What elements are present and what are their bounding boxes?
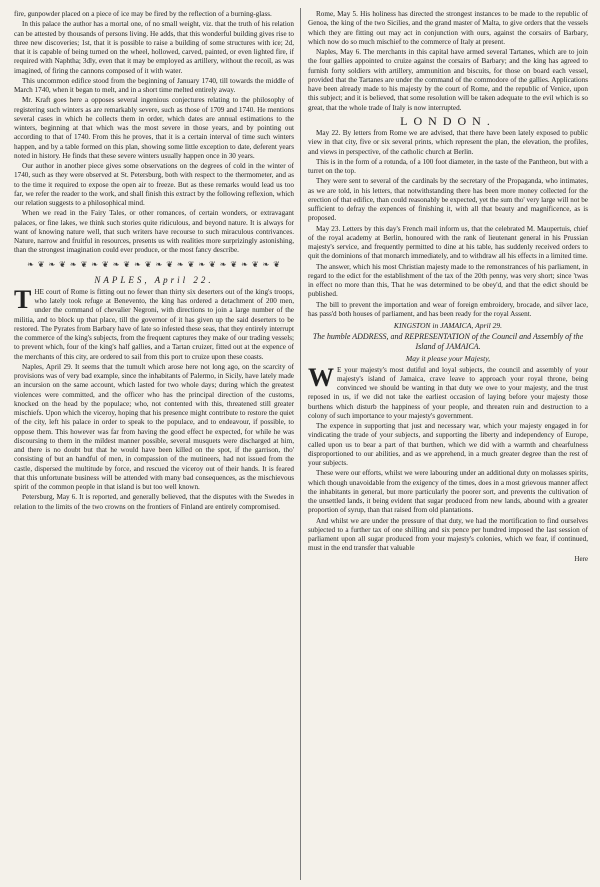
article-paragraph: fire, gunpowder placed on a piece of ice may be fired by the reflection of a burning-glass. [14,10,272,18]
column-divider [300,8,301,880]
article-paragraph: This is in the form of a rotunda, of a 100 foot diameter, in the taste of the Pantheon, but with a turret on the top. [308,157,588,175]
salutation: May it please your Majesty, [405,354,491,364]
article-paragraph: When we read in the Fairy Tales, or other romances, of certain wonders, or extravagant palaces, or fine lakes, we think such stories quite ridiculous, and beyond nature. It is always for want of knowing nature well, that such writers have recourse to such miraculous contrivances. Nature, narrow and fruitful in resources, presents us with realities more surprizingly astonishing, than the strongest imagination could ever produce, or the most fancy describe. [14,209,294,255]
article-paragraph: And whilst we are under the pressure of that duty, we had the mortification to find ourselves subjected to a further tax of one shilling and six pence per hundred imposed the last session of parliament upon all sugar produced from your majesty's colonies, which we fear, if continued, must in the end transfer that valuable [308,516,588,553]
ornamental-divider: ❧ ❦ ❧ ❦ ❧ ❦ ❧ ❦ ❧ ❦ ❧ ❦ ❧ ❦ ❧ ❦ ❧ ❦ ❧ ❦ ❧ ❦ ❧ ❦ [27,259,281,269]
article-paragraph: These were our efforts, whilst we were labouring under an additional duty on molasses spirits, which though unavoidable from the exigency of the times, does in a most grievous manner affect the inhabitants in general, but more particularly the poorer sort, and prevents the cultivation of the unsettled lands, it being evident that sugar produced from new lands, abound with a greater proportion of syrup, than that raised from old plantations. [308,469,588,515]
article-paragraph: Petersburg, May 6. It is reported, and generally believed, that the disputes with the Swedes in relation to the limits of the two crowns on the frontiers of Finland are entirely compromised. [14,493,294,511]
article-paragraph: The expence in supporting that just and necessary war, which your majesty engaged in for vindicating the trade of your subjects, and supporting the liberty and independency of Europe, called upon us to bear a part of that burthen, which we did with a warmth and chearfulness disproportioned to our abilities, and as we apprehend, in a much greater degree than the rest of your subjects. [308,422,588,467]
article-paragraph: They were sent to several of the cardinals by the secretary of the Propaganda, who intimates, as we are told, in his letters, that notwithstanding there has been more money collected for the erection of that edifice, than could reasonably be expected, yet the sum tho' very large will not be sufficient to defray the expences of finishing it, with all that beauty and magnificence, as is proposed. [308,177,588,223]
article-paragraph: Naples, May 6. The merchants in this capital have armed several Tartanes, which are to join the four gallies appointed to cruize against the corsairs of Barbary; and the king has agreed to furnish forty soldiers with artillery, ammunition and biscuits, for those on board each vessel, provided that the Tartanes are under the command of the commodore of the gallies. Applications have been already made to his majesty by the court of Rome, and the republic of Venice, upon this subject; and it is believed, that some resolution will be taken adequate to the evil which is so great, that the whole trade of Italy is now interrupted. [308,48,588,112]
article-paragraph: Rome, May 5. His holiness has directed the strongest instances to be made to the republic of Genoa, the king of the two Sicilies, and the grand master of Malta, to give orders that the vessels which they are fitting out may act in conjunction with ours, against the corsairs of Barbary, which now do so much mischief to the commerce of Italy at present. [308,10,588,46]
article-paragraph: The bill to prevent the importation and wear of foreign embroidery, brocade, and silver lace, has pass'd both houses of parliament, and has been ready for the royal Assent. [308,300,588,318]
article-paragraph: Our author in another piece gives some observations on the degrees of cold in the winter of 1740, such as they were observed at St. Petersburg, both with respect to the thermometer, and as to the time it required to expose the open air to freeze. But as these remarks would lead us too far, we refer the reader to the work, and shall finish this extract by the following reflexion, which our relation suggests to a philosophical mind. [14,162,294,207]
drop-cap: T [14,284,32,314]
kingston-dateline: KINGSTON in JAMAICA, April 29. [393,321,503,330]
left-column [14,10,294,879]
article-paragraph: This uncommon edifice stood from the beginning of January 1740, till towards the middle of March 1740, when it began to melt, and in a short time melted entirely away. [14,76,294,94]
article-paragraph: May 22. By letters from Rome we are advised, that there have been lately exposed to public view in that city, five or six several prints, which represent the plan, the elevation, the profiles, and views in perspective, of the catholic church at Berlin. [308,129,588,156]
article-paragraph: The answer, which his most Christian majesty made to the remonstrances of his parliament, in regard to the edict for the establishment of the tax of the 20th penny, was very short; since 'twas in effect no more than this, That he was determined to be obey'd, and that the edict should be published. [308,262,588,299]
article-paragraph: May 23. Letters by this day's French mail inform us, that the celebrated M. Maupertuis, chief of the royal academy at Berlin, honoured with the rank of lieutenant general in his Prussian majesty's service, and frequently permitted to dine at his table, has suddenly received orders to quit the dominions of that monarch immediately, and to withdraw all his effects in a limited time. [308,224,588,261]
article-paragraph: THE court of Rome is fitting out no fewer than thirty six deserters out of the king's troops, who lately took refuge at Benevento, the king has ordered a detachment of 200 men, under the command of chevalier Negroni, with directions to join a large number of the militia, and to block up that place, till the governor of it has given up the said deserters to be restored. The Pyrates from Barbary have of late so infested these seas, that they entirely interrupt the commerce of the king's subjects, from the frequent captures they make of our trading vessels; to prevent which, four of the king's half gallies, and a Tartan cruizer, fitted out at the expence of the merchants of this city, are ordered to sail from this port to cruize upon these coasts. [14,284,294,361]
drop-cap: W [308,362,334,392]
catchword: Here [574,554,588,563]
london-heading: LONDON. [400,113,496,128]
right-column [308,10,588,879]
article-paragraph: Naples, April 29. It seems that the tumult which arose here not long ago, on the scarcity of provisions was of very bad example, since the inhabitants of Palermo, in Sicily, have lately made an incursion on the same account, which lasted for two whole days; during which the greatest violences were committed, and the officer who has the principal direction of the customs, knocked on the head by the populace; who, not contented with this, threatened still greater mischiefs. Upon which the viceroy, hoping that his presence might contribute to restore the quiet of the city, left his palace in order to speak to the populace, and to endeavour, if possible, to oppose them. This however was far from having the good effect he expected, for while he was discoursing to them in the mildest manner possible, several musquets were discharged at him, and there is no doubt but that he would have been killed on the spot, if the garrison, tho' consisting of but an handful of men, in compassion of the mutineers, had not issued from the castle, dispersed the multitude by force, and rescued the viceroy out of their hands. It is feared that this unfortunate business will be attended with many bad consequences, as the mischievous spirit of the common people in that island is but too well known. [14,362,294,491]
article-paragraph: W E your majesty's most dutiful and loyal subjects, the council and assembly of your majesty's island of Jamaica, crave leave to approach your royal throne, being convinced we should be wanting in that duty we owe to your majesty, and the trust reposed in us, if we did not take the earliest occasion of laying before your majesty those burthens which disturb the happiness of your people, and threaten ruin and destruction to a colony of such importance to your majesty's government. [308,362,588,420]
address-title: The humble ADDRESS, and REPRESENTATION of the Council and Assembly of the Island of JAMAICA. [312,332,584,352]
article-paragraph: In this palace the author has a mortal one, of no small weight, viz. that the truth of his relation can be attested by thousands of persons living. He adds, that this wonderful building gives rise to three new discoveries; 1st, that it is possible to raise a building of some structures with ice; 2d, that it is capable of being turned on the wheel, hollowed, carved, painted, or even lighted fire, if required with Naphtha; 3dly, even that it may be employed as artillery, without the recoil, as was imagined, of firing the cannons composed of it with water. [14,20,294,75]
article-paragraph: Mr. Kraft goes here a opposes several ingenious conjectures relating to the philosophy of registering such winters as are remarkably severe, such as those of 1709 and 1740. He mentions several cases in which he collects them in order, which dates are annual estimations to the winters, beginning at that which was the most severe in those years, and by pointing out according to that of 1740. From this he proves, that it is a certain interval of time such winters happen, and by a table formed on this plan, showing some little exception to date, deferent years noted in history. He finds that these severe winters usually happen once in 30 years. [14,96,294,160]
naples-dateline: NAPLES, April 22. [94,274,214,285]
